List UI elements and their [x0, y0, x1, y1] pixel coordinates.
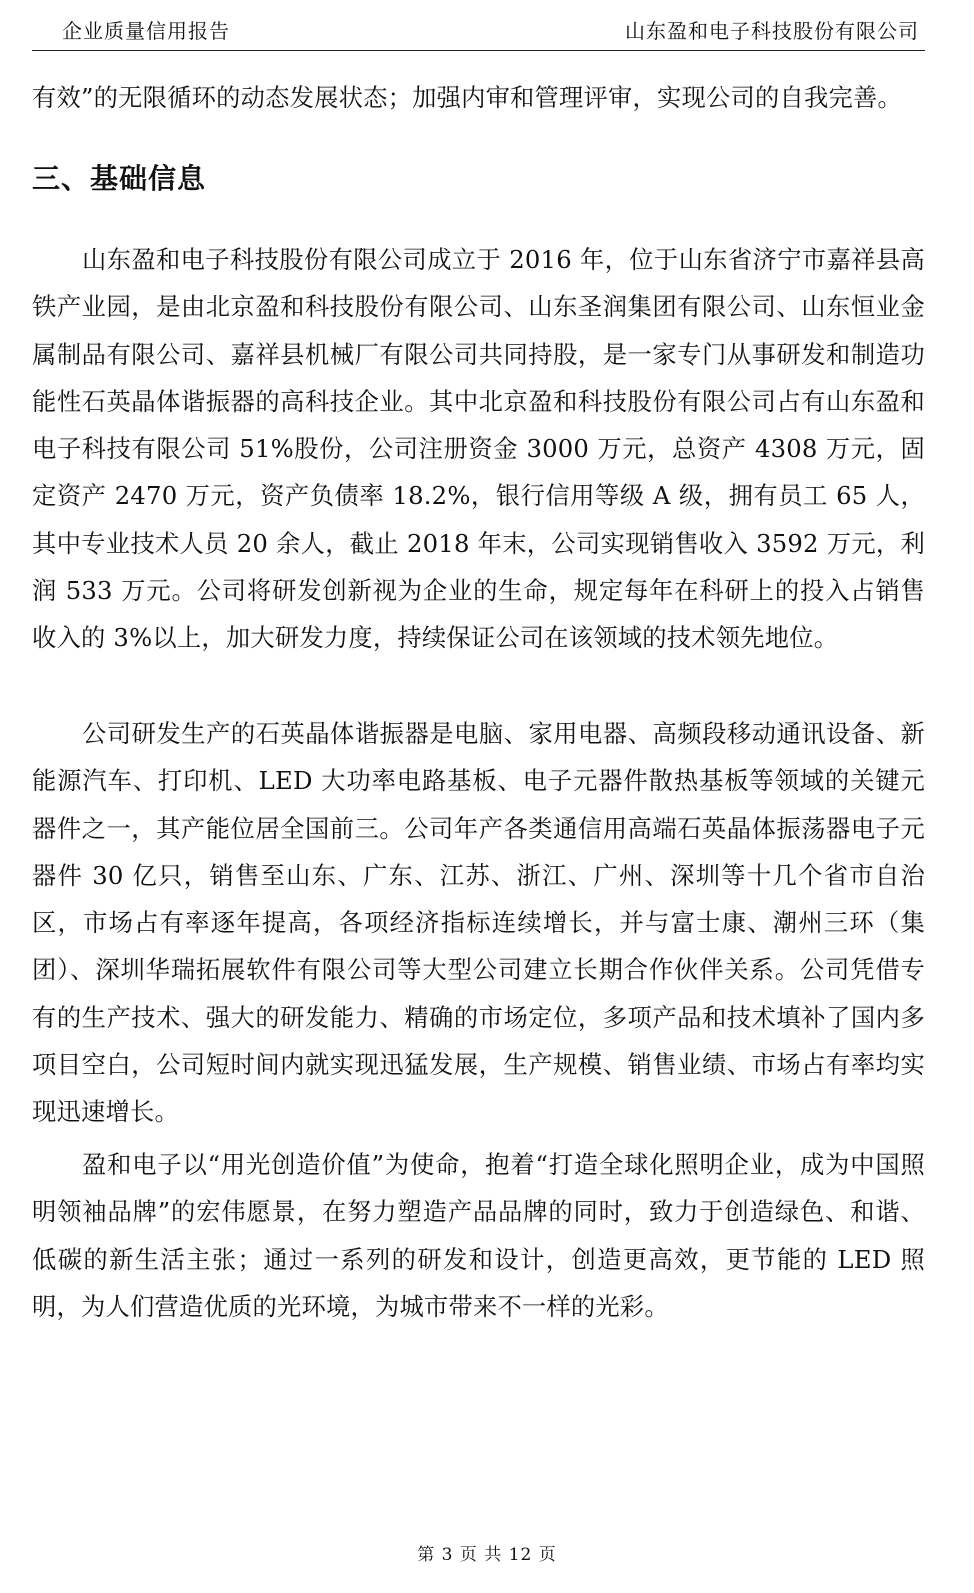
paragraph-products-market: 公司研发生产的石英晶体谐振器是电脑、家用电器、高频段移动通讯设备、新能源汽车、打印机、LED 大功率电路基板、电子元器件散热基板等领域的关键元器件之一，其产能位居全国前三。公司年产各类通信用高端石英晶体振荡器电子元器件 30 亿只，销售至山东、广东、江苏、浙江、广州、深圳等十几个省市自治区，市场占有率逐年提高，各项经济指标连续增长，并与富士康、潮州三环（集团）、深圳华瑞拓展软件有限公司等大型公司建立长期合作伙伴关系。公司凭借专有的生产技术、强大的研发能力、精确的市场定位，多项产品和技术填补了国内多项目空白，公司短时间内就实现迅猛发展，生产规模、销售业绩、市场占有率均实现迅速增长。	[32, 719, 925, 1127]
header-company-name: 山东盈和电子科技股份有限公司	[625, 19, 919, 43]
header-report-title: 企业质量信用报告	[62, 19, 230, 43]
paragraph-company-overview: 山东盈和电子科技股份有限公司成立于 2016 年，位于山东省济宁市嘉祥县高铁产业园，是由北京盈和科技股份有限公司、山东圣润集团有限公司、山东恒业金属制品有限公司、嘉祥县机械厂有限公司共同持股，是一家专门从事研发和制造功能性石英晶体谐振器的高科技企业。其中北京盈和科技股份有限公司占有山东盈和电子科技有限公司 51%股份，公司注册资金 3000 万元，总资产 4308 万元，固定资产 2470 万元，资产负债率 18.2%，银行信用等级 A 级，拥有员工 65 人，其中专业技术人员 20 余人，截止 2018 年末，公司实现销售收入 3592 万元，利润 533 万元。公司将研发创新视为企业的生命，规定每年在科研上的投入占销售收入的 3%以上，加大研发力度，持续保证公司在该领域的技术领先地位。	[32, 245, 925, 653]
continued-paragraph: 有效”的无限循环的动态发展状态；加强内审和管理评审，实现公司的自我完善。	[32, 83, 903, 112]
page-header	[32, 14, 925, 51]
page-number: 第 3 页 共 12 页	[417, 1545, 557, 1565]
paragraph-mission-vision: 盈和电子以“用光创造价值”为使命，抱着“打造全球化照明企业，成为中国照明领袖品牌”的宏伟愿景，在努力塑造产品品牌的同时，致力于创造绿色、和谐、低碳的新生活主张；通过一系列的研发和设计，创造更高效，更节能的 LED 照明，为人们营造优质的光环境，为城市带来不一样的光彩。	[32, 1150, 925, 1321]
section-heading: 三、基础信息	[32, 162, 207, 195]
